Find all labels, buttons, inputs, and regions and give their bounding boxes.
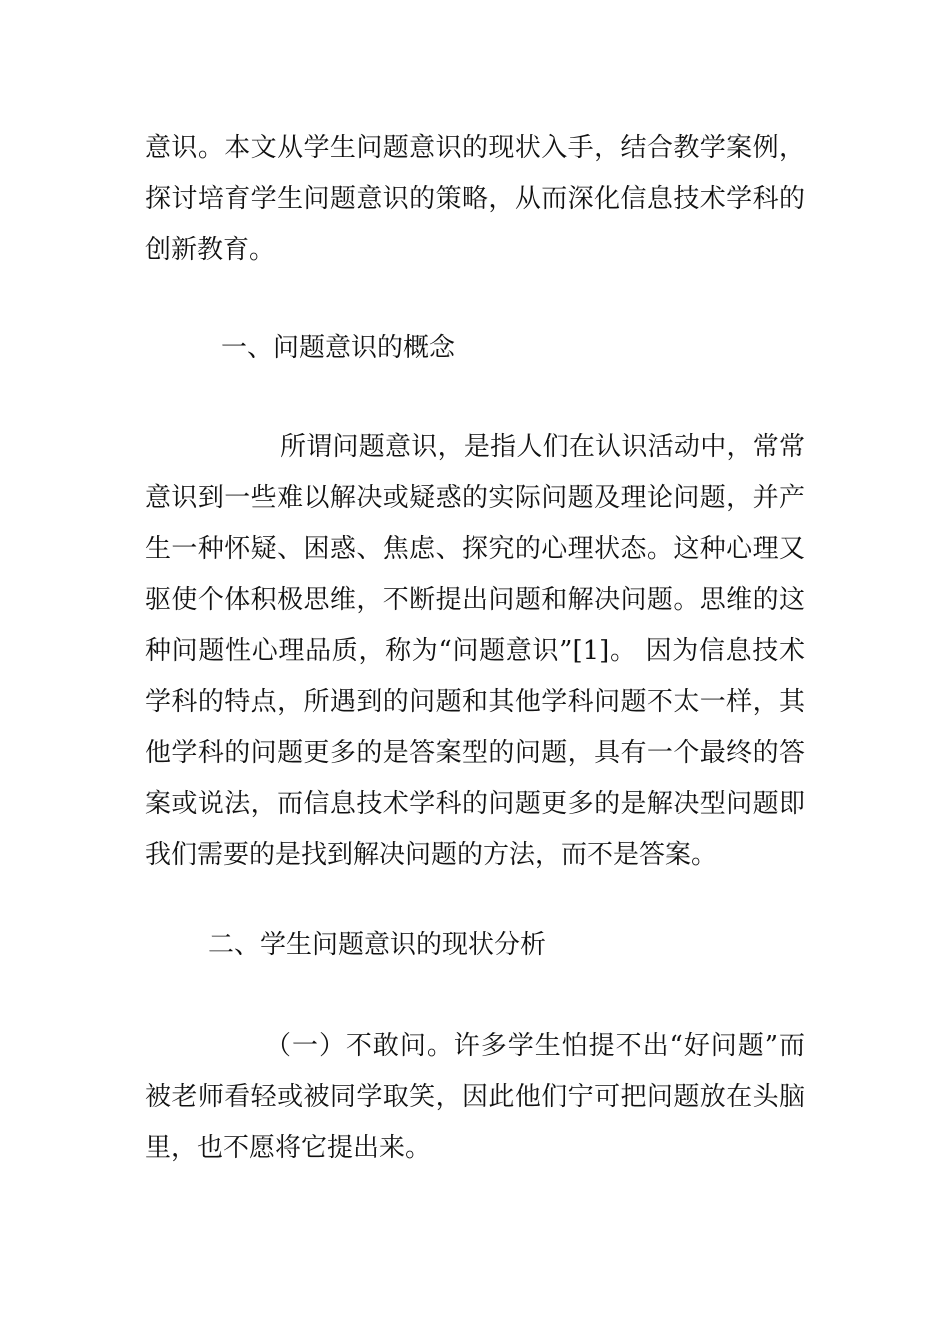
- section-heading-status: 二、学生问题意识的现状分析: [208, 930, 547, 960]
- section-heading-concept: 一、问题意识的概念: [221, 333, 456, 363]
- intro-paragraph: 意识。本文从学生问题意识的现状入手，结合教学案例，探讨培育学生问题意识的策略，从而深化信息技术学科的创新教育。: [145, 133, 805, 265]
- concept-paragraph: 所谓问题意识，是指人们在认识活动中，常常意识到一些难以解决或疑惑的实际问题及理论问题，并产生一种怀疑、困惑、焦虑、探究的心理状态。这种心理又驱使个体积极思维，不断提出问题和解决问题。思维的这种问题性心理品质，称为“问题意识”[1]。 因为信息技术学科的特点，所遇到的问题和其他学科问题不太一样，其他学科的问题更多的是答案型的问题，具有一个最终的答案或说法，而信息技术学科的问题更多的是解决型问题即我们需要的是找到解决问题的方法，而不是答案。: [145, 432, 805, 870]
- status-item-paragraph: （一）不敢问。许多学生怕提不出“好问题”而被老师看轻或被同学取笑，因此他们宁可把问题放在头脑里，也不愿将它提出来。: [145, 1031, 805, 1163]
